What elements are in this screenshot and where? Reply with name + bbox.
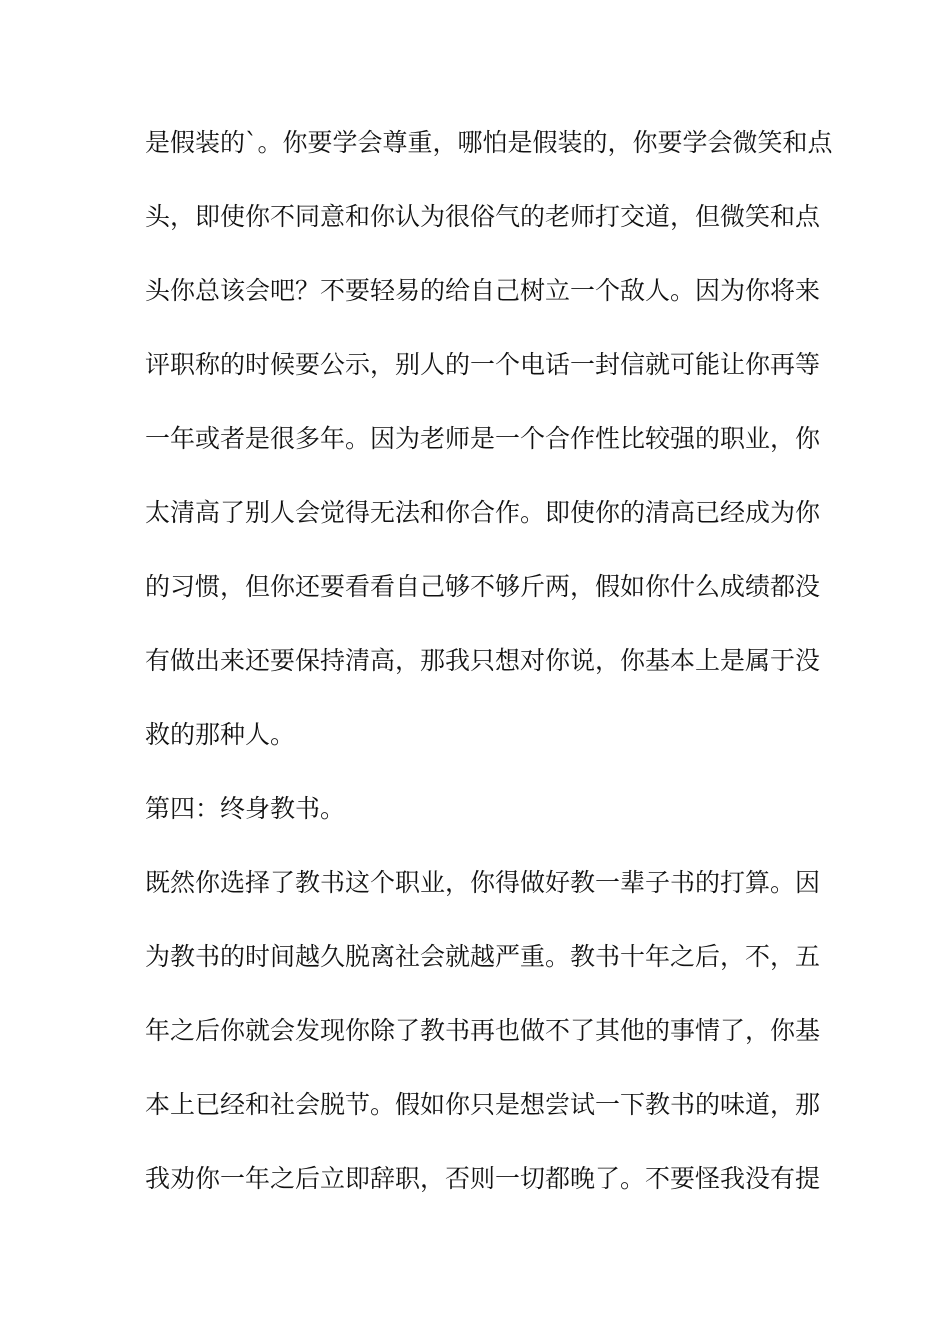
text-line: 为教书的时间越久脱离社会就越严重。教书十年之后，不，五 (145, 942, 821, 971)
text-line: 头，即使你不同意和你认为很俗气的老师打交道，但微笑和点 (145, 202, 821, 231)
text-line: 评职称的时候要公示，别人的一个电话一封信就可能让你再等 (145, 350, 821, 379)
text-line: 太清高了别人会觉得无法和你合作。即使你的清高已经成为你 (145, 498, 821, 527)
text-line: 救的那种人。 (145, 720, 296, 749)
text-line: 头你总该会吧？不要轻易的给自己树立一个敌人。因为你将来 (145, 276, 821, 305)
text-line: 是假装的`。你要学会尊重，哪怕是假装的，你要学会微笑和点 (145, 128, 833, 157)
text-line: 我劝你一年之后立即辞职，否则一切都晚了。不要怪我没有提 (145, 1164, 821, 1193)
text-line: 本上已经和社会脱节。假如你只是想尝试一下教书的味道，那 (145, 1090, 821, 1119)
text-line: 年之后你就会发现你除了教书再也做不了其他的事情了，你基 (145, 1016, 821, 1045)
text-line: 的习惯，但你还要看看自己够不够斤两，假如你什么成绩都没 (145, 572, 821, 601)
text-line: 既然你选择了教书这个职业，你得做好教一辈子书的打算。因 (145, 868, 821, 897)
text-line: 一年或者是很多年。因为老师是一个合作性比较强的职业，你 (145, 424, 821, 453)
body-text (145, 128, 833, 1240)
text-line: 有做出来还要保持清高，那我只想对你说，你基本上是属于没 (145, 646, 821, 675)
section-heading: 第四：终身教书。 (145, 794, 346, 823)
